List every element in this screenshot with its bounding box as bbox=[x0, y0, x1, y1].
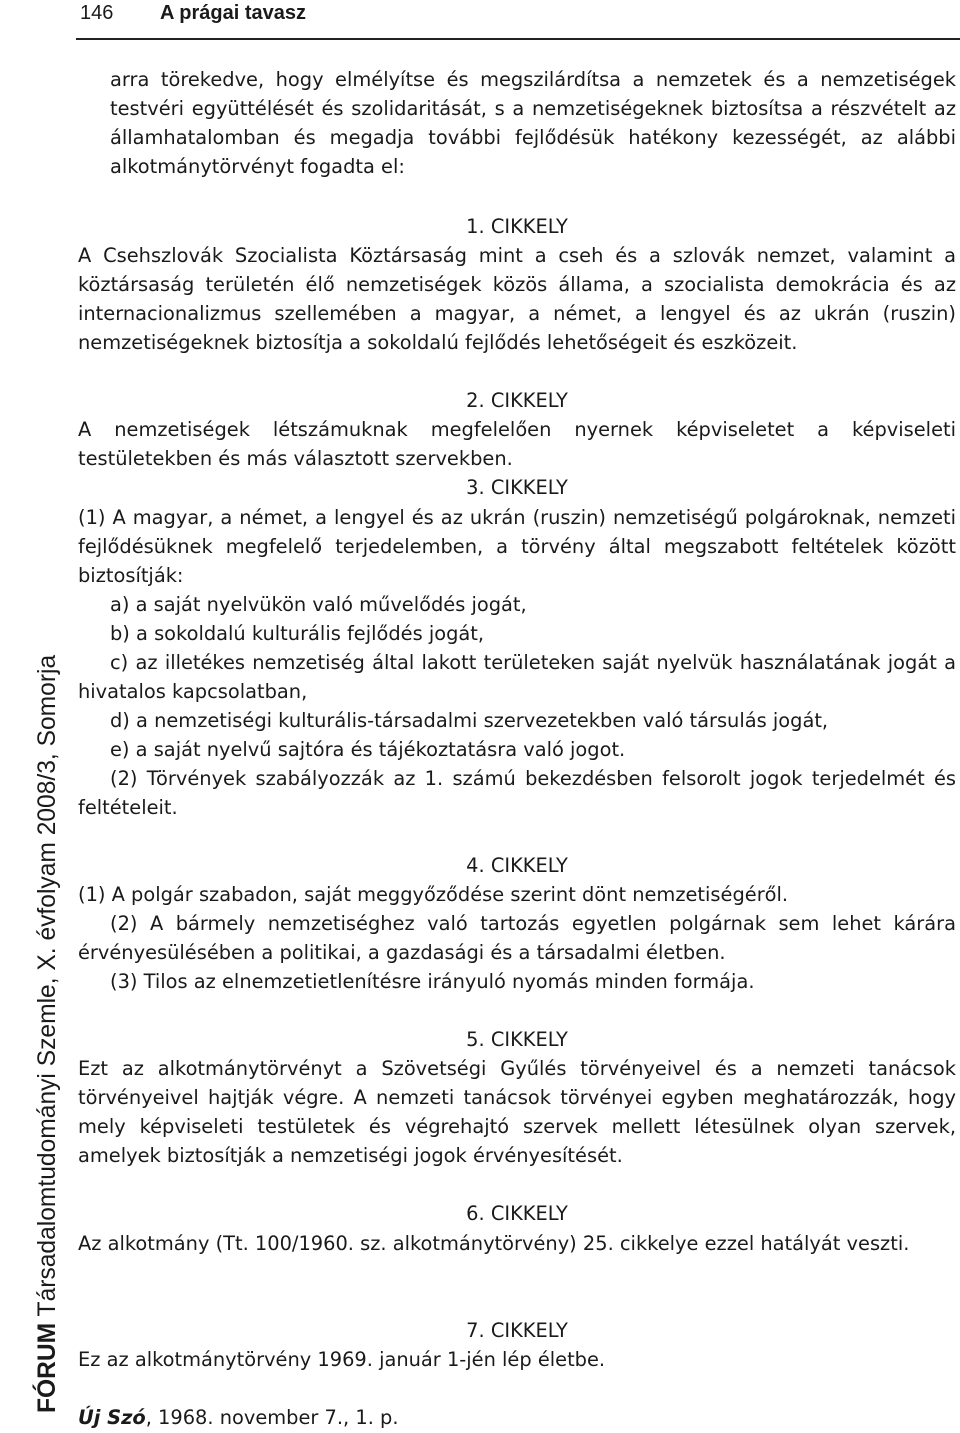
article-1-text: A Csehszlovák Szocialista Köztársaság mint a cseh és a szlovák nemzet, valamint a köztársaság területén élő nemzetiségek közös állama, a szocialista demokrácia és az internacionalizmus szellemében a magyar, a német, a lengyel és az ukrán (ruszin) nemzetiségeknek biztosítja a sokoldalú fejlődés lehetőségeit és eszközeit. bbox=[78, 244, 956, 354]
article-4-heading: 4. CIKKELY bbox=[466, 854, 568, 877]
article-3-item-c: c) az illetékes nemzetiség által lakott területeken saját nyelvük használatának jogát a hivatalos kapcsolatban, bbox=[78, 651, 956, 703]
article-2-heading: 2. CIKKELY bbox=[466, 389, 568, 412]
intro-paragraph: arra törekedve, hogy elmélyítse és megszilárdítsa a nemzetek és a nemzetiségek testvéri együttélését és szolidaritását, s a nemzetiségeknek biztosítsa a részvételt az államhatalomban és megadja további fejlődésük hatékony kezességét, az alábbi alkotmánytörvényt fogadta el: bbox=[110, 68, 956, 178]
article-4-para-3: (3) Tilos az elnemzetietlenítésre irányuló nyomás minden formája. bbox=[110, 970, 755, 993]
article-3-item-e: e) a saját nyelvű sajtóra és tájékoztatásra való jogot. bbox=[110, 738, 626, 761]
article-6-text: Az alkotmány (Tt. 100/1960. sz. alkotmánytörvény) 25. cikkelye ezzel hatályát veszti. bbox=[78, 1232, 910, 1255]
article-3-para-2: (2) Törvények szabályozzák az 1. számú bekezdésben felsorolt jogok terjedelmét és feltételeit. bbox=[78, 767, 956, 819]
article-1-heading: 1. CIKKELY bbox=[466, 215, 568, 238]
article-7-heading: 7. CIKKELY bbox=[466, 1319, 568, 1342]
article-3-heading: 3. CIKKELY bbox=[466, 476, 568, 499]
citation-details: , 1968. november 7., 1. p. bbox=[145, 1406, 399, 1429]
journal-sidebar bbox=[34, 655, 62, 1413]
article-3-para-1: (1) A magyar, a német, a lengyel és az ukrán (ruszin) nemzetiségű polgároknak, nemzeti fejlődésüknek megfelelő terjedelemben, a törvény által megszabott feltételek között biztosítják: bbox=[78, 506, 956, 587]
article-4-para-2: (2) A bármely nemzetiséghez való tartozás egyetlen polgárnak sem lehet kárára érvényesülésében a politikai, a gazdasági és a társadalmi életben. bbox=[78, 912, 956, 964]
article-6-heading: 6. CIKKELY bbox=[466, 1202, 568, 1225]
article-3-item-d: d) a nemzetiségi kulturális-társadalmi szervezetekben való társulás jogát, bbox=[110, 709, 829, 732]
journal-brand: FÓRUM bbox=[34, 1322, 61, 1413]
source-citation bbox=[78, 1403, 399, 1432]
article-5-heading: 5. CIKKELY bbox=[466, 1028, 568, 1051]
newspaper-name: Új Szó bbox=[78, 1406, 146, 1429]
article-4-para-1: (1) A polgár szabadon, saját meggyőződése szerint dönt nemzetiségéről. bbox=[78, 883, 789, 906]
page-header bbox=[76, 0, 960, 40]
journal-info: Társadalomtudományi Szemle, X. évfolyam 2008/3, Somorja bbox=[34, 654, 61, 1323]
article-7-text: Ez az alkotmánytörvény 1969. január 1-jén lép életbe. bbox=[78, 1348, 606, 1371]
article-3-item-a: a) a saját nyelvükön való művelődés jogát, bbox=[110, 593, 527, 616]
article-5-text: Ezt az alkotmánytörvényt a Szövetségi Gyűlés törvényeivel és a nemzeti tanácsok törvényeivel hajtják végre. A nemzeti tanácsok törvényei egyben meghatározzák, hogy mely képviseleti testületek és végrehajtó szervek mellett létesülnek olyan szervek, amelyek biztosítják a nemzetiségi jogok érvényesítését. bbox=[78, 1057, 956, 1167]
page-number: 146 bbox=[80, 2, 114, 24]
article-3-item-b: b) a sokoldalú kulturális fejlődés jogát, bbox=[110, 622, 485, 645]
article-2-text: A nemzetiségek létszámuknak megfelelően nyernek képviseletet a képviseleti testületekben és más választott szervekben. bbox=[78, 418, 956, 470]
running-title: A prágai tavasz bbox=[160, 2, 306, 24]
